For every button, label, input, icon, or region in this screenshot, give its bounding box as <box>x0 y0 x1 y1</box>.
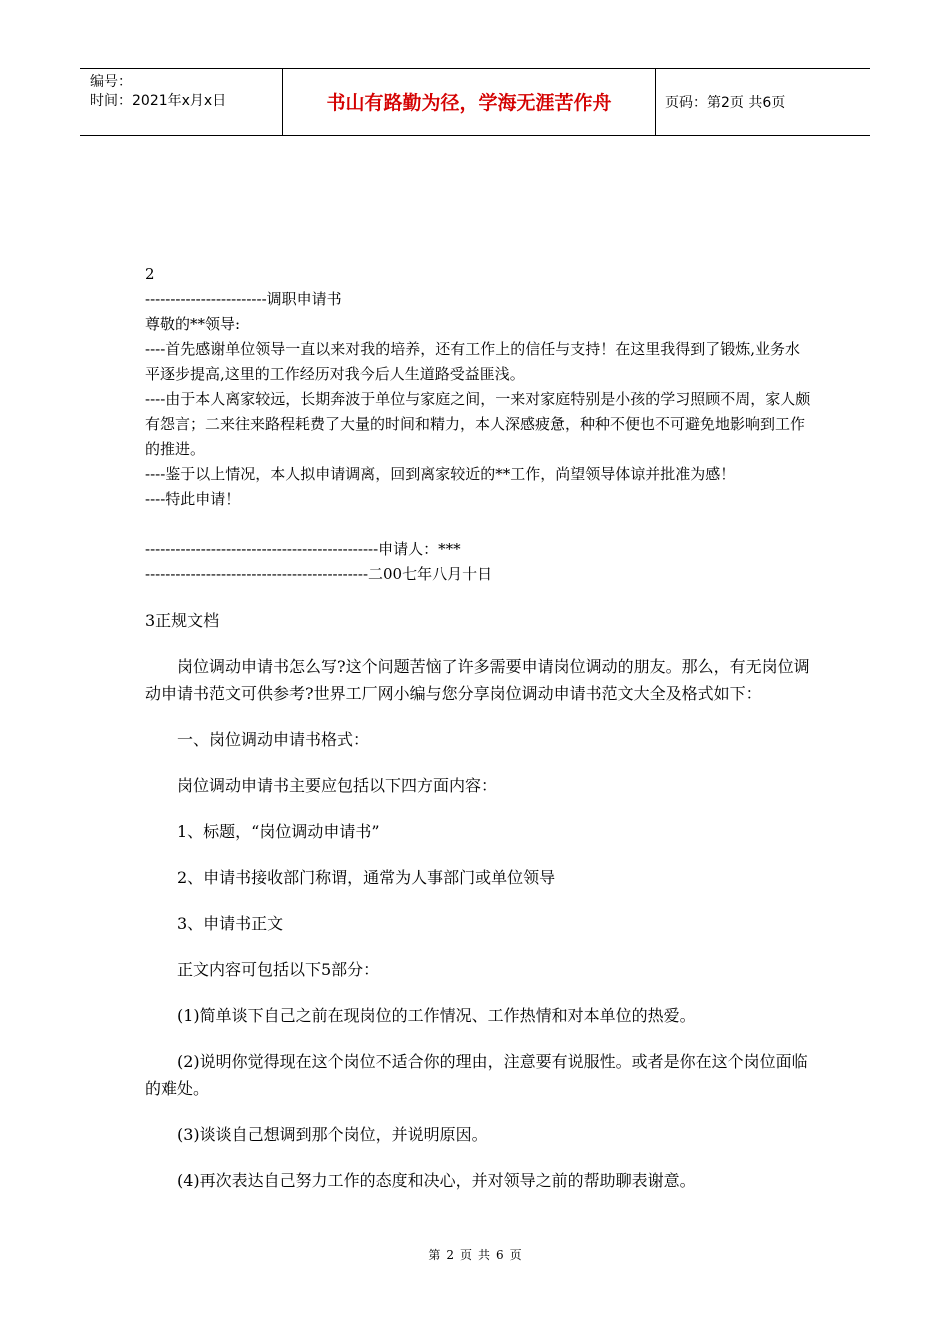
footer-ye2: 页 <box>509 1248 522 1262</box>
letter-paragraph: ----特此申请！ <box>145 490 241 508</box>
letter-paragraph: ----首先感谢单位领导一直以来对我的培养，还有工作上的信任与支持！在这里我得到了锻炼,业务水平逐步提高,这里的工作经历对我今后人生道路受益匪浅。 <box>145 340 801 383</box>
page-marker: 2 <box>145 265 155 283</box>
header-divider <box>655 69 656 135</box>
footer-gong: 共 <box>478 1248 491 1262</box>
body-part: (4)再次表达自己努力工作的态度和决心，并对领导之前的帮助聊表谢意。 <box>177 1171 696 1190</box>
footer-total-pages: 6 <box>496 1248 504 1262</box>
date-label: 时间：2021年x月x日 <box>90 93 227 109</box>
body-intro: 正文内容可包括以下5部分： <box>177 960 380 979</box>
body-part: (1)简单谈下自己之前在现岗位的工作情况、工作热情和对本单位的热爱。 <box>177 1006 696 1025</box>
footer-di: 第 <box>428 1248 441 1262</box>
letter-section <box>145 262 815 587</box>
content-intro: 岗位调动申请书主要应包括以下四方面内容： <box>177 776 498 795</box>
header-page-label: 页码：第2页 共6页 <box>665 95 786 111</box>
body-part: (3)谈谈自己想调到那个岗位，并说明原因。 <box>177 1125 488 1144</box>
list-item: 3、申请书正文 <box>177 914 284 933</box>
list-item: 2、申请书接收部门称谓，通常为人事部门或单位领导 <box>177 868 556 887</box>
letter-title: ------------------------调职申请书 <box>145 290 342 308</box>
section-title: 一、岗位调动申请书格式： <box>177 730 370 749</box>
letter-paragraph: ----鉴于以上情况，本人拟申请调离，回到离家较近的**工作，尚望领导体谅并批准为感！ <box>145 465 736 483</box>
letter-spacer <box>145 512 815 537</box>
list-item: 1、标题，“岗位调动申请书” <box>177 822 380 841</box>
article-section <box>145 607 815 1194</box>
letter-salutation: 尊敬的**领导: <box>145 315 241 333</box>
article-intro: 岗位调动申请书怎么写?这个问题苦恼了许多需要申请岗位调动的朋友。那么，有无岗位调动申请书范文可供参考?世界工厂网小编与您分享岗位调动申请书范文大全及格式如下： <box>145 657 810 703</box>
header-meta <box>90 73 226 111</box>
letter-paragraph: ----由于本人离家较远，长期奔波于单位与家庭之间，一来对家庭特别是小孩的学习照顾不周，家人颇有怨言；二来往来路程耗费了大量的时间和精力，本人深感疲惫，种种不便也不可避免地影响到工作的推进。 <box>145 390 811 458</box>
body-part: (2)说明你觉得现在这个岗位不适合你的理由，注意要有说服性。或者是你在这个岗位面临的难处。 <box>145 1052 808 1098</box>
letter-date-line: --------------------------------------------二00七年八月十日 <box>145 565 493 583</box>
header-motto: 书山有路勤为径，学海无涯苦作舟 <box>326 92 612 114</box>
page-footer <box>0 1246 950 1264</box>
applicant-line: ----------------------------------------------申请人：*** <box>145 540 461 558</box>
footer-ye: 页 <box>459 1248 472 1262</box>
footer-page-number: 2 <box>446 1248 454 1262</box>
article-heading: 3正规文档 <box>145 611 220 630</box>
number-label: 编号： <box>90 74 132 90</box>
document-header <box>80 68 870 136</box>
